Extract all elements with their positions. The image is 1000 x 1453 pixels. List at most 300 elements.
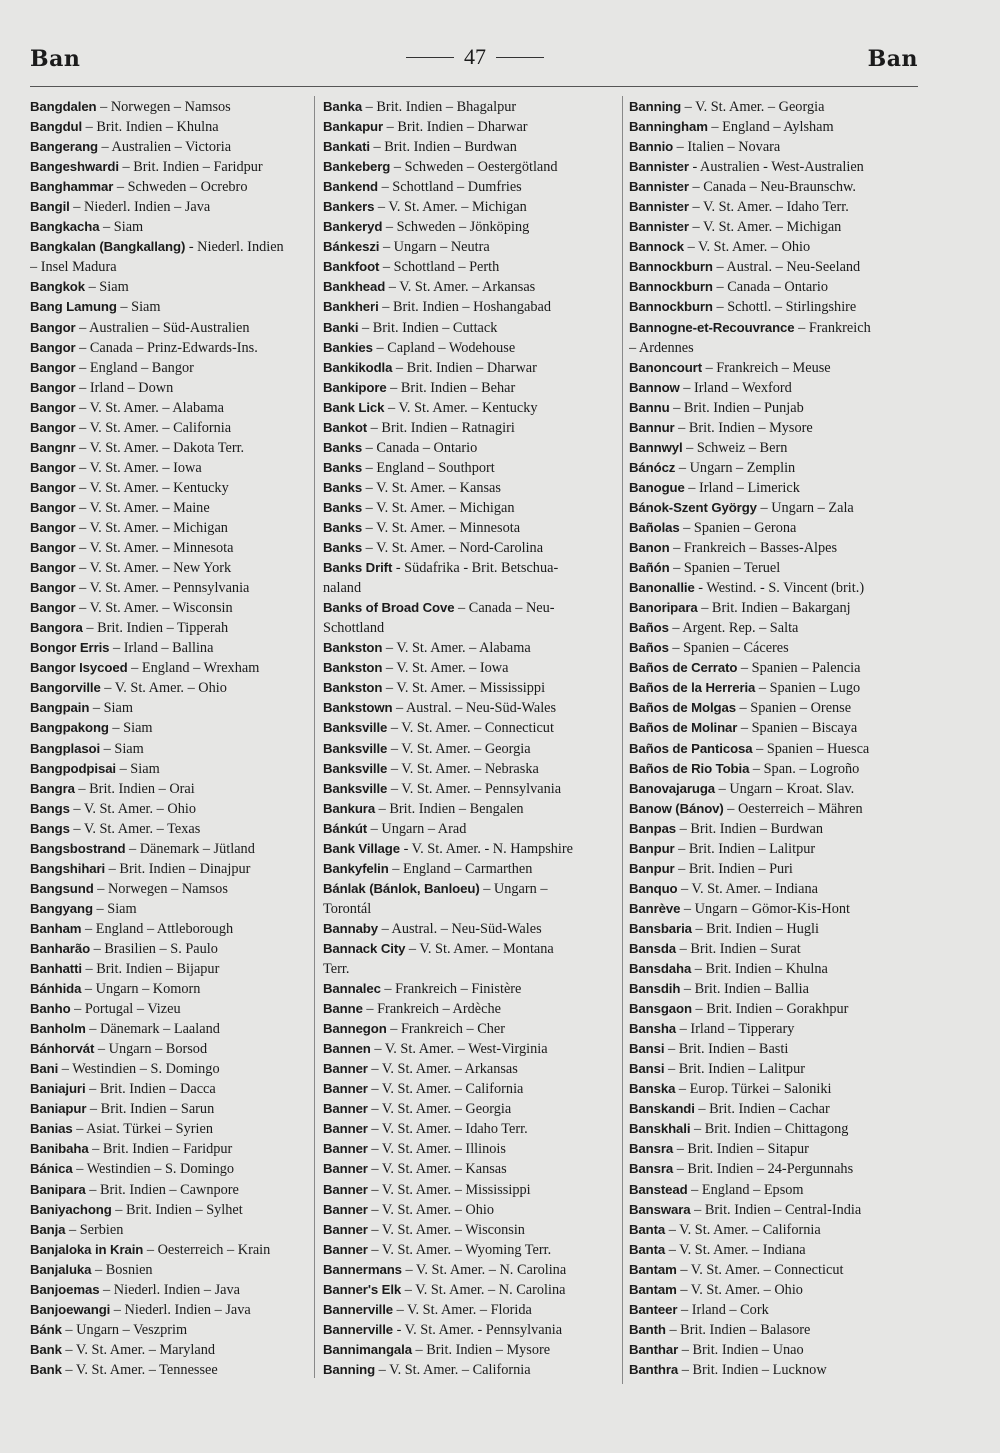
gazetteer-entry	[629, 398, 921, 418]
entry-headword: Bánócz	[629, 459, 676, 475]
entry-headword: Bangsund	[30, 880, 94, 896]
gazetteer-entry	[629, 458, 921, 478]
gazetteer-entry	[629, 418, 921, 438]
gazetteer-entry	[30, 157, 322, 177]
entry-headword: Bangor	[30, 419, 76, 435]
gazetteer-entry	[30, 97, 322, 117]
entry-headword: Bannerville	[323, 1301, 393, 1317]
gazetteer-entry	[30, 297, 322, 317]
entry-location: – Spanien – Teruel	[669, 560, 781, 577]
entry-headword: Bangor	[30, 379, 76, 395]
entry-location: – Irland – Down	[75, 379, 174, 396]
gazetteer-entry	[30, 578, 322, 598]
entry-headword: Baniapur	[30, 1101, 87, 1117]
entry-headword: Bangeshwardi	[30, 159, 119, 175]
column-divider-2	[622, 96, 623, 1384]
entry-headword: Banias	[30, 1121, 73, 1137]
gazetteer-entry	[323, 939, 615, 959]
gazetteer-entry	[323, 358, 615, 378]
entry-location: – V. St. Amer. – California	[375, 1361, 531, 1378]
entry-headword: Bangor	[30, 319, 76, 335]
entry-headword: Banipara	[30, 1181, 86, 1197]
gazetteer-entry	[30, 1280, 322, 1300]
entry-location: – Brit. Indien – Basti	[664, 1041, 789, 1058]
entry-headword: Bangor	[30, 399, 76, 415]
gazetteer-entry	[30, 1320, 322, 1340]
entry-headword: Bankeberg	[323, 159, 391, 175]
column-divider-1	[314, 96, 315, 1378]
column-2	[323, 97, 615, 1380]
gazetteer-entry	[323, 418, 615, 438]
entry-headword: Banoncourt	[629, 359, 702, 375]
gazetteer-entry	[629, 779, 921, 799]
entry-headword: Bansgaon	[629, 1001, 692, 1017]
entry-location: – V. St. Amer. – Montana	[405, 940, 554, 957]
entry-headword: Banja	[30, 1221, 66, 1237]
entry-location: – V. St. Amer. – Wisconsin	[367, 1221, 525, 1238]
gazetteer-entry	[629, 839, 921, 859]
gazetteer-entry	[629, 1039, 921, 1059]
gazetteer-entry	[323, 959, 615, 979]
entry-headword: Bangor	[30, 499, 76, 515]
entry-location: – Oesterreich – Krain	[143, 1241, 271, 1258]
entry-headword: Banks	[323, 499, 363, 515]
entry-location: – England – Attleborough	[81, 920, 234, 937]
entry-location: Schottland	[323, 620, 385, 637]
gazetteer-entry	[323, 919, 615, 939]
entry-location: – V. St. Amer. – Wyoming Terr.	[367, 1241, 552, 1258]
gazetteer-entry	[30, 658, 322, 678]
gazetteer-entry	[629, 538, 921, 558]
entry-location: - Australien - West-Australien	[688, 159, 864, 176]
entry-location: – Brit. Indien – Burdwan	[676, 820, 823, 837]
entry-location: – Brit. Indien – Cawnpore	[85, 1181, 239, 1198]
gazetteer-entry	[30, 1200, 322, 1220]
gazetteer-entry	[629, 1159, 921, 1179]
entry-headword: Bank	[30, 1341, 62, 1357]
gazetteer-entry	[30, 538, 322, 558]
entry-headword: Baños de Cerrato	[629, 660, 738, 676]
entry-headword: Bannockburn	[629, 259, 713, 275]
entry-headword: Banksville	[323, 720, 388, 736]
entry-headword: Bangor	[30, 580, 76, 596]
gazetteer-entry	[323, 177, 615, 197]
entry-headword: Bannur	[629, 419, 675, 435]
gazetteer-entry	[30, 1300, 322, 1320]
entry-headword: Banks of Broad Cove	[323, 600, 455, 616]
gazetteer-entry	[323, 1139, 615, 1159]
entry-location: – Brit. Indien – Central-India	[690, 1201, 862, 1218]
entry-location: – Canada – Neu-Braunschw.	[688, 179, 856, 196]
entry-headword: Bangor	[30, 359, 76, 375]
gazetteer-entry	[629, 97, 921, 117]
gazetteer-entry	[30, 759, 322, 779]
gazetteer-entry	[30, 197, 322, 217]
entry-location: – Oesterreich – Mähren	[723, 800, 863, 817]
entry-headword: Bannack City	[323, 940, 406, 956]
gazetteer-entry	[629, 1059, 921, 1079]
entry-location: – Spanien – Biscaya	[737, 720, 858, 737]
column-3	[629, 97, 921, 1380]
gazetteer-entry	[629, 237, 921, 257]
gazetteer-entry	[30, 338, 322, 358]
gazetteer-entry	[30, 1180, 322, 1200]
entry-location: – Siam	[92, 900, 137, 917]
entry-location: – Spanien – Orense	[735, 700, 852, 717]
entry-headword: Banswara	[629, 1201, 691, 1217]
gazetteer-entry	[323, 1220, 615, 1240]
gazetteer-entry	[323, 979, 615, 999]
entry-headword: Baniyachong	[30, 1201, 112, 1217]
entry-headword: Bankston	[323, 640, 383, 656]
entry-location: – V. St. Amer. – Ohio	[69, 800, 196, 817]
entry-headword: Banska	[629, 1081, 676, 1097]
entry-location: – V. St. Amer. – Nord-Carolina	[362, 540, 544, 557]
entry-location: – Brit. Indien – Burdwan	[369, 139, 517, 156]
column-1	[30, 97, 322, 1380]
entry-location: – Schweiz – Bern	[682, 439, 788, 456]
entry-location: – V. St. Amer. – Kansas	[367, 1161, 507, 1178]
gazetteer-entry	[629, 217, 921, 237]
entry-headword: Bannio	[629, 139, 674, 155]
entry-headword: Baños de Panticosa	[629, 740, 753, 756]
entry-headword: Banks	[323, 479, 363, 495]
entry-location: – Brit. Indien – Sarun	[86, 1101, 215, 1118]
gazetteer-entry	[629, 1079, 921, 1099]
entry-headword: Bannen	[323, 1041, 371, 1057]
entry-headword: Bannister	[629, 179, 689, 195]
gazetteer-entry	[629, 338, 921, 358]
gazetteer-entry	[323, 338, 615, 358]
entry-location: – England – Epsom	[687, 1181, 804, 1198]
entry-location: – Serbien	[65, 1221, 124, 1238]
entry-headword: Banibaha	[30, 1141, 89, 1157]
gazetteer-entry	[323, 1099, 615, 1119]
entry-headword: Banpur	[629, 860, 675, 876]
entry-location: – Brit. Indien – Dharwar	[392, 359, 537, 376]
gazetteer-entry	[323, 999, 615, 1019]
gazetteer-entry	[30, 799, 322, 819]
gazetteer-entry	[629, 618, 921, 638]
entry-location: – Brit. Indien – Mysore	[674, 419, 813, 436]
gazetteer-entry	[323, 638, 615, 658]
entry-location: – Schweden – Oestergötland	[390, 159, 558, 176]
entry-headword: Bangshihari	[30, 860, 106, 876]
gazetteer-entry	[629, 378, 921, 398]
entry-headword: Banhatti	[30, 961, 82, 977]
entry-headword: Bannogne-et-Recouvrance	[629, 319, 795, 335]
entry-location: - Westind. - S. Vincent (brit.)	[694, 580, 865, 597]
gazetteer-entry	[629, 1180, 921, 1200]
entry-headword: Banks	[323, 459, 363, 475]
gazetteer-entry	[629, 1200, 921, 1220]
entry-location: – Niederl. Indien – Java	[99, 1281, 241, 1298]
gazetteer-entry	[30, 598, 322, 618]
gazetteer-entry	[30, 879, 322, 899]
gazetteer-entry	[30, 478, 322, 498]
gazetteer-entry	[629, 899, 921, 919]
entry-location: – Ungarn –	[479, 880, 548, 897]
entry-headword: Bangor	[30, 600, 76, 616]
entry-location: – Brit. Indien – Puri	[674, 860, 793, 877]
gazetteer-entry	[629, 1119, 921, 1139]
entry-location: – Brit. Indien – Bengalen	[375, 800, 524, 817]
gazetteer-entry	[30, 1340, 322, 1360]
entry-location: – Frankreich – Basses-Alpes	[669, 540, 838, 557]
gazetteer-entry	[323, 297, 615, 317]
entry-headword: Bannu	[629, 399, 670, 415]
gazetteer-entry	[629, 257, 921, 277]
entry-headword: Banner	[323, 1201, 368, 1217]
entry-location: – Australien – Victoria	[97, 139, 232, 156]
gazetteer-entry	[30, 418, 322, 438]
entry-location: – Siam	[100, 740, 144, 757]
gazetteer-entry	[323, 678, 615, 698]
entry-headword: Bannister	[629, 159, 689, 175]
gazetteer-entry	[30, 1039, 322, 1059]
entry-location: – Asiat. Türkei – Syrien	[72, 1121, 213, 1138]
entry-location: – Brit. Indien – Bakarganj	[697, 600, 851, 617]
entry-location: – Bosnien	[91, 1261, 153, 1278]
entry-headword: Banskhali	[629, 1121, 691, 1137]
entry-location: - Südafrika - Brit. Betschua-	[392, 560, 559, 577]
gazetteer-entry	[629, 358, 921, 378]
gazetteer-entry	[30, 739, 322, 759]
entry-location: – Brit. Indien – Faridpur	[118, 159, 263, 176]
entry-location: – V. St. Amer. – Ohio	[100, 680, 227, 697]
gazetteer-entry	[30, 137, 322, 157]
gazetteer-entry	[323, 718, 615, 738]
entry-headword: Banghammar	[30, 179, 114, 195]
entry-location: – V. St. Amer. – New York	[75, 560, 232, 577]
entry-headword: Bansbaria	[629, 920, 692, 936]
gazetteer-entry	[30, 718, 322, 738]
entry-headword: Bansi	[629, 1041, 665, 1057]
entry-headword: Banjoemas	[30, 1281, 100, 1297]
entry-headword: Baños de Rio Tobia	[629, 760, 750, 776]
gazetteer-entry	[629, 197, 921, 217]
entry-headword: Bankeryd	[323, 219, 383, 235]
gazetteer-entry	[323, 1159, 615, 1179]
gazetteer-entry	[629, 919, 921, 939]
gazetteer-entry	[323, 879, 615, 899]
entry-location: – Argent. Rep. – Salta	[668, 620, 799, 637]
gazetteer-entry	[323, 1320, 615, 1340]
entry-headword: Banner	[323, 1101, 368, 1117]
entry-location: – Ungarn – Komorn	[81, 981, 201, 998]
entry-headword: Baños	[629, 640, 669, 656]
entry-headword: Banksville	[323, 760, 388, 776]
entry-headword: Bank Village	[323, 840, 400, 856]
entry-headword: Banham	[30, 920, 82, 936]
running-head-right: Ban	[867, 46, 918, 72]
entry-location: – Brit. Indien – Surat	[676, 940, 801, 957]
entry-location: – Brit. Indien – Bhagalpur	[362, 99, 517, 115]
gazetteer-entry	[629, 1240, 921, 1260]
entry-location: – Brit. Indien – Punjab	[669, 399, 804, 416]
entry-headword: Banpas	[629, 820, 677, 836]
entry-location: – Ungarn – Arad	[367, 820, 467, 837]
entry-location: – Siam	[85, 279, 129, 296]
entry-headword: Banks Drift	[323, 560, 393, 576]
entry-headword: Bongor Erris	[30, 640, 110, 656]
entry-headword: Bangdalen	[30, 99, 97, 114]
entry-location: – V. St. Amer. – California	[665, 1221, 821, 1238]
entry-location: – Brit. Indien – Unao	[678, 1341, 804, 1358]
entry-location: – V. St. Amer. – Mississippi	[367, 1181, 531, 1198]
gazetteer-entry	[30, 217, 322, 237]
entry-headword: Bangor	[30, 339, 76, 355]
entry-headword: Banningham	[629, 119, 708, 135]
entry-location: – Frankreich – Cher	[386, 1021, 505, 1038]
gazetteer-entry	[30, 518, 322, 538]
gazetteer-entry	[323, 398, 615, 418]
gazetteer-entry	[323, 458, 615, 478]
entry-headword: Banstead	[629, 1181, 688, 1197]
entry-location: – V. St. Amer. – Tennessee	[61, 1361, 218, 1378]
gazetteer-entry	[30, 237, 322, 257]
gazetteer-entry	[30, 1099, 322, 1119]
gazetteer-entry	[323, 378, 615, 398]
gazetteer-entry	[323, 157, 615, 177]
entry-headword: Bankati	[323, 139, 370, 155]
gazetteer-entry	[323, 217, 615, 237]
gazetteer-entry	[30, 959, 322, 979]
entry-headword: Banksville	[323, 740, 388, 756]
entry-location: – Canada – Neu-	[454, 600, 555, 617]
entry-headword: Bannockburn	[629, 279, 713, 295]
gazetteer-entry	[323, 1280, 615, 1300]
page-number-dash-left	[406, 57, 454, 58]
entry-headword: Bañón	[629, 560, 670, 576]
entry-location: – V. St. Amer. – Ohio	[676, 1281, 803, 1298]
entry-headword: Bannow	[629, 379, 680, 395]
entry-location: – Ungarn – Veszprim	[61, 1321, 188, 1338]
entry-headword: Bantam	[629, 1261, 677, 1277]
entry-headword: Bánkeszi	[323, 239, 380, 255]
entry-location: – Frankreich – Finistère	[380, 981, 522, 998]
entry-headword: Bansda	[629, 940, 677, 956]
gazetteer-entry	[323, 1119, 615, 1139]
gazetteer-entry	[629, 1099, 921, 1119]
entry-headword: Baños	[629, 620, 669, 636]
gazetteer-entry	[30, 257, 322, 277]
gazetteer-entry	[629, 478, 921, 498]
entry-headword: Bansdaha	[629, 961, 692, 977]
entry-headword: Bani	[30, 1061, 59, 1077]
entry-location: – Brit. Indien – Sylhet	[111, 1201, 243, 1218]
entry-location: – Italien – Novara	[673, 139, 781, 156]
entry-headword: Banner's Elk	[323, 1281, 402, 1297]
entry-headword: Bankheri	[323, 299, 379, 315]
entry-headword: Banka	[323, 99, 363, 114]
gazetteer-entry	[323, 1260, 615, 1280]
entry-location: – Australien – Süd-Australien	[75, 319, 250, 336]
entry-headword: Banne	[323, 1001, 363, 1017]
entry-location: – Brit. Indien – Khulna	[691, 961, 828, 978]
gazetteer-entry	[629, 157, 921, 177]
entry-headword: Bangor	[30, 519, 76, 535]
entry-location: – Brit. Indien – Balasore	[665, 1321, 811, 1338]
gazetteer-entry	[30, 1159, 322, 1179]
entry-headword: Bangpodpisai	[30, 760, 116, 776]
entry-location: – Austral. – Neu-Süd-Wales	[378, 920, 542, 937]
entry-location: – Niederl. Indien – Java	[110, 1301, 251, 1318]
gazetteer-entry	[629, 1340, 921, 1360]
page-number-dash-right	[496, 57, 544, 58]
entry-headword: Bank Lick	[323, 399, 385, 415]
entry-headword: Bankies	[323, 339, 373, 355]
gazetteer-entry	[629, 1360, 921, 1380]
entry-location: – Niederl. Indien – Java	[69, 199, 211, 216]
entry-headword: Bankston	[323, 660, 383, 676]
entry-headword: Bankyfelin	[323, 860, 389, 876]
entry-headword: Banth	[629, 1321, 666, 1337]
entry-location: – V. St. Amer. – Georgia	[387, 740, 531, 757]
entry-headword: Bannimangala	[323, 1341, 412, 1357]
entry-headword: Bankot	[323, 419, 368, 435]
entry-headword: Bank	[30, 1361, 62, 1377]
entry-location: – Westindien – S. Domingo	[72, 1161, 235, 1178]
entry-location: - Niederl. Indien	[185, 239, 284, 256]
entry-location: – Ungarn – Zemplin	[675, 459, 796, 476]
entry-location: – V. St. Amer. – Georgia	[681, 99, 825, 115]
entry-location: – Ungarn – Borsod	[94, 1041, 208, 1058]
entry-location: – Canada – Ontario	[712, 279, 829, 296]
gazetteer-entry	[323, 277, 615, 297]
gazetteer-entry	[629, 318, 921, 338]
entry-location: – V. St. Amer. – Iowa	[75, 459, 202, 476]
entry-headword: Bannaby	[323, 920, 378, 936]
gazetteer-entry	[30, 1260, 322, 1280]
gazetteer-entry	[323, 318, 615, 338]
gazetteer-entry	[323, 819, 615, 839]
gazetteer-entry	[629, 1220, 921, 1240]
gazetteer-entry	[629, 959, 921, 979]
gazetteer-entry	[629, 498, 921, 518]
entry-headword: Banskandi	[629, 1101, 695, 1117]
gazetteer-entry	[629, 1139, 921, 1159]
entry-location: – V. St. Amer. – Pennsylvania	[387, 780, 562, 797]
entry-location: – Brit. Indien – Lucknow	[678, 1361, 827, 1378]
entry-headword: Baniajuri	[30, 1081, 86, 1097]
entry-location: – Ardennes	[629, 339, 694, 356]
entry-location: – Schottl. – Stirlingshire	[712, 299, 857, 316]
entry-location: – Europ. Türkei – Saloniki	[675, 1081, 832, 1098]
entry-headword: Banovajaruga	[629, 780, 716, 796]
entry-location: – Brit. Indien – Lalitpur	[664, 1061, 805, 1078]
gazetteer-entry	[323, 839, 615, 859]
gazetteer-entry	[629, 1280, 921, 1300]
entry-headword: Bannalec	[323, 981, 381, 997]
gazetteer-entry	[323, 578, 615, 598]
gazetteer-entry	[30, 859, 322, 879]
gazetteer-entry	[30, 378, 322, 398]
entry-headword: Bañolas	[629, 519, 680, 535]
entry-location: – England – Bangor	[75, 359, 194, 376]
entry-location: – V. St. Amer. – Idaho Terr.	[688, 199, 849, 216]
gazetteer-entry	[629, 177, 921, 197]
gazetteer-entry	[629, 137, 921, 157]
entry-location: – Siam	[89, 700, 133, 717]
gazetteer-entry	[323, 518, 615, 538]
entry-location: – V. St. Amer. – Minnesota	[75, 540, 234, 557]
gazetteer-entry	[323, 197, 615, 217]
gazetteer-entry	[629, 879, 921, 899]
gazetteer-entry	[629, 759, 921, 779]
entry-headword: Bangyang	[30, 900, 93, 916]
gazetteer-entry	[629, 939, 921, 959]
